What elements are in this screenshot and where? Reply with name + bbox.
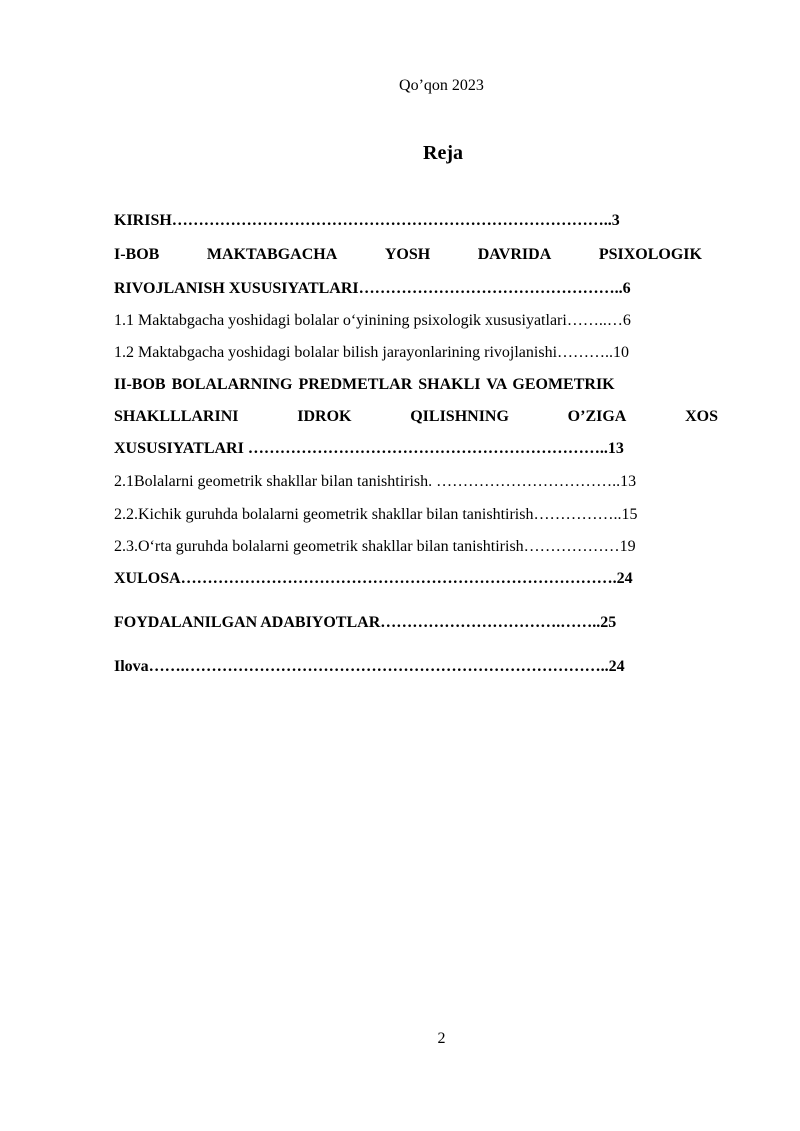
toc-bob2-word: O’ZIGA (567, 408, 627, 425)
toc-bob1-line1 (114, 245, 726, 265)
toc-bob1-word: YOSH (384, 246, 431, 263)
toc-bob1-word: DAVRIDA (477, 246, 552, 263)
toc-bob2-word: IDROK (297, 408, 352, 425)
toc-section-1-2: 1.2 Maktabgacha yoshidagi bolalar bilish jarayonlarining rivojlanishi………..10 (114, 344, 630, 361)
city-year: Qo’qon 2023 (399, 77, 484, 94)
toc-kirish: KIRISH………………………………………………………………………..3 (114, 212, 620, 229)
toc-section-2-3: 2.3.O‘rta guruhda bolalarni geometrik shakllar bilan tanishtirish………………19 (114, 538, 636, 555)
toc-bob2-line2 (114, 407, 718, 427)
toc-adabiyotlar: FOYDALANILGAN ADABIYOTLAR…………………………….……..25 (114, 614, 617, 631)
toc-bob1-word: I-BOB (114, 246, 160, 263)
page-title: Reja (423, 142, 463, 164)
toc-bob2-line3: XUSUSIYATLARI …………………………………………………………..13 (114, 440, 624, 457)
page-number: 2 (437, 1030, 446, 1047)
toc-ilova: Ilova…….……………………………………………………………………..24 (114, 658, 625, 675)
toc-section-2-1: 2.1Bolalarni geometrik shakllar bilan tanishtirish. ……………………………..13 (114, 473, 637, 490)
toc-bob2-word: SHAKLLLARINI (114, 408, 239, 425)
toc-bob2-line1: II-BOB BOLALARNING PREDMETLAR SHAKLI VA GEOMETRIK (114, 376, 615, 393)
toc-section-2-2: 2.2.Kichik guruhda bolalarni geometrik shakllar bilan tanishtirish……………..15 (114, 506, 638, 523)
toc-xulosa: XULOSA……………………………………………………………………….24 (114, 570, 633, 587)
toc-bob2-word: XOS (685, 408, 718, 425)
toc-bob1-word: MAKTABGACHA (206, 246, 338, 263)
toc-bob1-line2: RIVOJLANISH XUSUSIYATLARI…………………………………………..6 (114, 280, 631, 297)
toc-bob1-word: PSIXOLOGIK (598, 246, 702, 263)
toc-section-1-1: 1.1 Maktabgacha yoshidagi bolalar o‘yinining psixologik xususiyatlari……..…6 (114, 312, 631, 329)
toc-bob2-word: QILISHNING (410, 408, 509, 425)
